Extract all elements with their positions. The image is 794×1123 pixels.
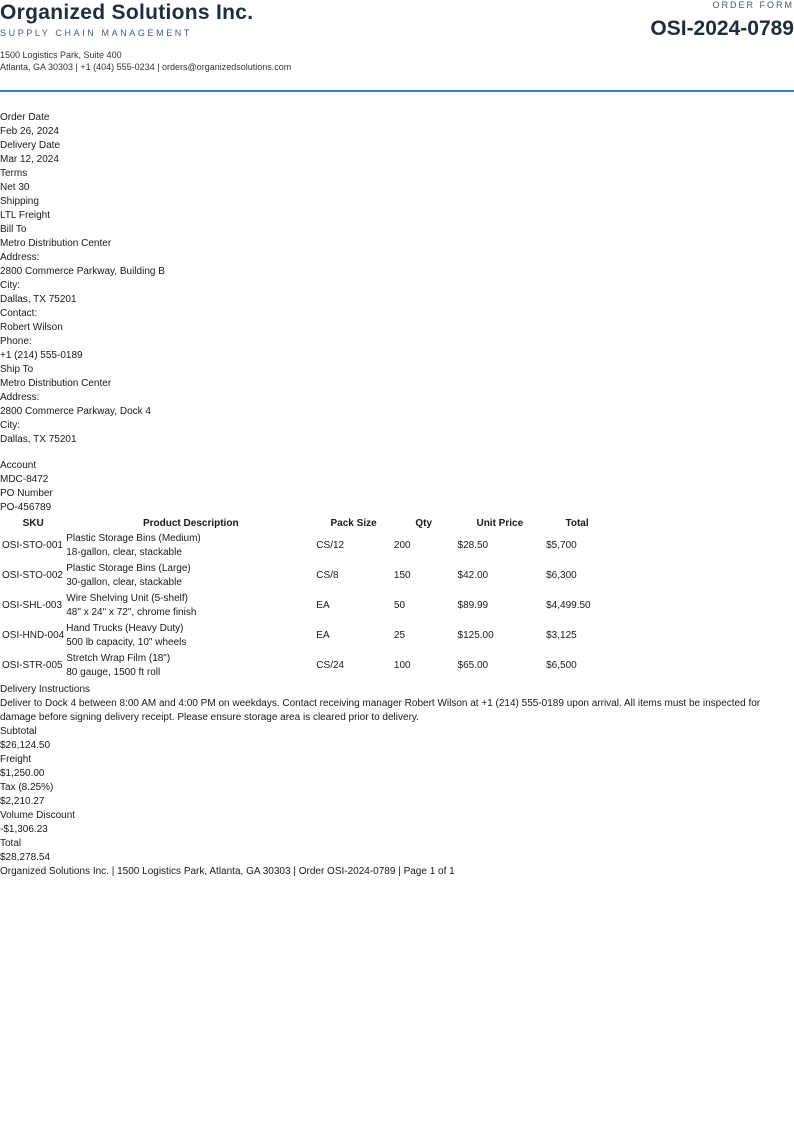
bill-to-contact: Robert Wilson: [0, 322, 63, 333]
bill-to-city-label: City:: [0, 280, 20, 291]
order-date-value: Feb 26, 2024: [0, 126, 59, 137]
table-row: [0, 561, 610, 591]
volume-discount-label: Volume Discount: [0, 810, 76, 821]
shipping-label: Shipping: [0, 196, 39, 207]
ship-to-name: Metro Distribution Center: [0, 378, 112, 389]
account-value: MDC-8472: [0, 474, 49, 485]
row-sku: OSI-SHL-003: [2, 600, 63, 611]
form-label: ORDER FORM: [712, 0, 794, 10]
bill-to-heading: Bill To: [0, 224, 27, 235]
row-total: $4,499.50: [546, 600, 591, 611]
row-sku: OSI-HND-004: [2, 630, 65, 641]
ship-to-city-label: City:: [0, 420, 20, 431]
bill-to-phone-label: Phone:: [0, 336, 32, 347]
row-sku: OSI-STR-005: [2, 660, 63, 671]
delivery-instructions-text: Deliver to Dock 4 between 8:00 AM and 4:00 PM on weekdays. Contact receiving manager Robert Wilson at +1 (214) 555-0189 upon arrival. All items must be inspected for damage before signing delivery receipt. Please ensure storage area is cleared prior to delivery.: [0, 698, 761, 723]
delivery-date-label: Delivery Date: [0, 140, 61, 151]
row-pack-size: EA: [316, 630, 330, 641]
row-product-detail: 48" x 24" x 72", chrome finish: [66, 607, 197, 618]
account-label: Account: [0, 460, 37, 471]
terms-value: Net 30: [0, 182, 30, 193]
subtotal-label: Subtotal: [0, 726, 37, 737]
document-header: [0, 0, 794, 92]
row-total: $3,125: [546, 630, 577, 641]
header-total: Total: [565, 518, 589, 529]
row-qty: 25: [393, 630, 406, 641]
total-value: $28,278.54: [0, 852, 51, 863]
row-product-name: Hand Trucks (Heavy Duty): [66, 623, 184, 634]
table-row: [0, 651, 610, 681]
row-sku: OSI-STO-002: [2, 570, 63, 581]
bill-to-address: 2800 Commerce Parkway, Building B: [0, 266, 165, 277]
row-unit-price: $65.00: [457, 660, 489, 671]
table-row: [0, 621, 610, 651]
ship-to-address-label: Address:: [0, 392, 40, 403]
row-product-name: Stretch Wrap Film (18"): [66, 653, 171, 664]
row-pack-size: CS/12: [316, 540, 345, 551]
table-row: [0, 531, 610, 561]
row-unit-price: $42.00: [457, 570, 489, 581]
row-product-detail: 30-gallon, clear, stackable: [66, 577, 182, 588]
row-description: [66, 621, 315, 651]
row-description: [66, 591, 315, 621]
ship-to-heading: Ship To: [0, 364, 34, 375]
row-product-detail: 500 lb capacity, 10" wheels: [66, 637, 187, 648]
order-number: OSI-2024-0789: [650, 17, 794, 40]
company-contact-line: Atlanta, GA 30303 | +1 (404) 555-0234 | orders@organizedsolutions.com: [0, 62, 292, 72]
line-items-table: [0, 517, 610, 681]
bill-to-phone: +1 (214) 555-0189: [0, 350, 83, 361]
bill-to-contact-label: Contact:: [0, 308, 38, 319]
terms-label: Terms: [0, 168, 28, 179]
row-qty: 200: [393, 540, 411, 551]
shipping-value: LTL Freight: [0, 210, 51, 221]
po-number-value: PO-456789: [0, 502, 52, 513]
row-unit-price: $125.00: [457, 630, 494, 641]
table-header-row: [0, 517, 610, 531]
company-tagline: SUPPLY CHAIN MANAGEMENT: [0, 28, 192, 38]
row-description: [66, 651, 315, 681]
volume-discount-value: -$1,306.23: [0, 824, 48, 835]
row-total: $5,700: [546, 540, 577, 551]
row-product-detail: 80 gauge, 1500 ft roll: [66, 667, 161, 678]
table-row: [0, 591, 610, 621]
order-date-label: Order Date: [0, 112, 50, 123]
total-label: Total: [0, 838, 22, 849]
row-description: [66, 531, 315, 561]
row-total: $6,300: [546, 570, 577, 581]
row-product-detail: 18-gallon, clear, stackable: [66, 547, 182, 558]
row-pack-size: CS/8: [316, 570, 339, 581]
freight-label: Freight: [0, 754, 32, 765]
row-pack-size: CS/24: [316, 660, 345, 671]
freight-value: $1,250.00: [0, 768, 45, 779]
company-name: Organized Solutions Inc.: [0, 1, 254, 24]
row-unit-price: $28.50: [457, 540, 489, 551]
row-product-name: Plastic Storage Bins (Large): [66, 563, 191, 574]
row-product-name: Wire Shelving Unit (5-shelf): [66, 593, 188, 604]
tax-value: $2,210.27: [0, 796, 45, 807]
header-qty: Qty: [415, 518, 433, 529]
row-description: [66, 561, 315, 591]
row-pack-size: EA: [316, 600, 330, 611]
row-qty: 150: [393, 570, 411, 581]
row-product-name: Plastic Storage Bins (Medium): [66, 533, 201, 544]
page-footer: Organized Solutions Inc. | 1500 Logistics Park, Atlanta, GA 30303 | Order OSI-2024-0789 | Page 1 of 1: [0, 866, 455, 877]
row-sku: OSI-STO-001: [2, 540, 63, 551]
header-description: Product Description: [142, 518, 239, 529]
subtotal-value: $26,124.50: [0, 740, 51, 751]
row-qty: 100: [393, 660, 411, 671]
delivery-instructions-heading: Delivery Instructions: [0, 684, 91, 695]
header-pack-size: Pack Size: [330, 518, 377, 529]
header-unit-price: Unit Price: [476, 518, 524, 529]
po-number-label: PO Number: [0, 488, 53, 499]
delivery-date-value: Mar 12, 2024: [0, 154, 59, 165]
ship-to-city: Dallas, TX 75201: [0, 434, 77, 445]
company-address: 1500 Logistics Park, Suite 400: [0, 50, 122, 60]
header-sku: SKU: [22, 518, 44, 529]
bill-to-name: Metro Distribution Center: [0, 238, 112, 249]
row-qty: 50: [393, 600, 406, 611]
bill-to-address-label: Address:: [0, 252, 40, 263]
row-total: $6,500: [546, 660, 577, 671]
tax-label: Tax (8.25%): [0, 782, 54, 793]
bill-to-city: Dallas, TX 75201: [0, 294, 77, 305]
row-unit-price: $89.99: [457, 600, 489, 611]
ship-to-address: 2800 Commerce Parkway, Dock 4: [0, 406, 151, 417]
